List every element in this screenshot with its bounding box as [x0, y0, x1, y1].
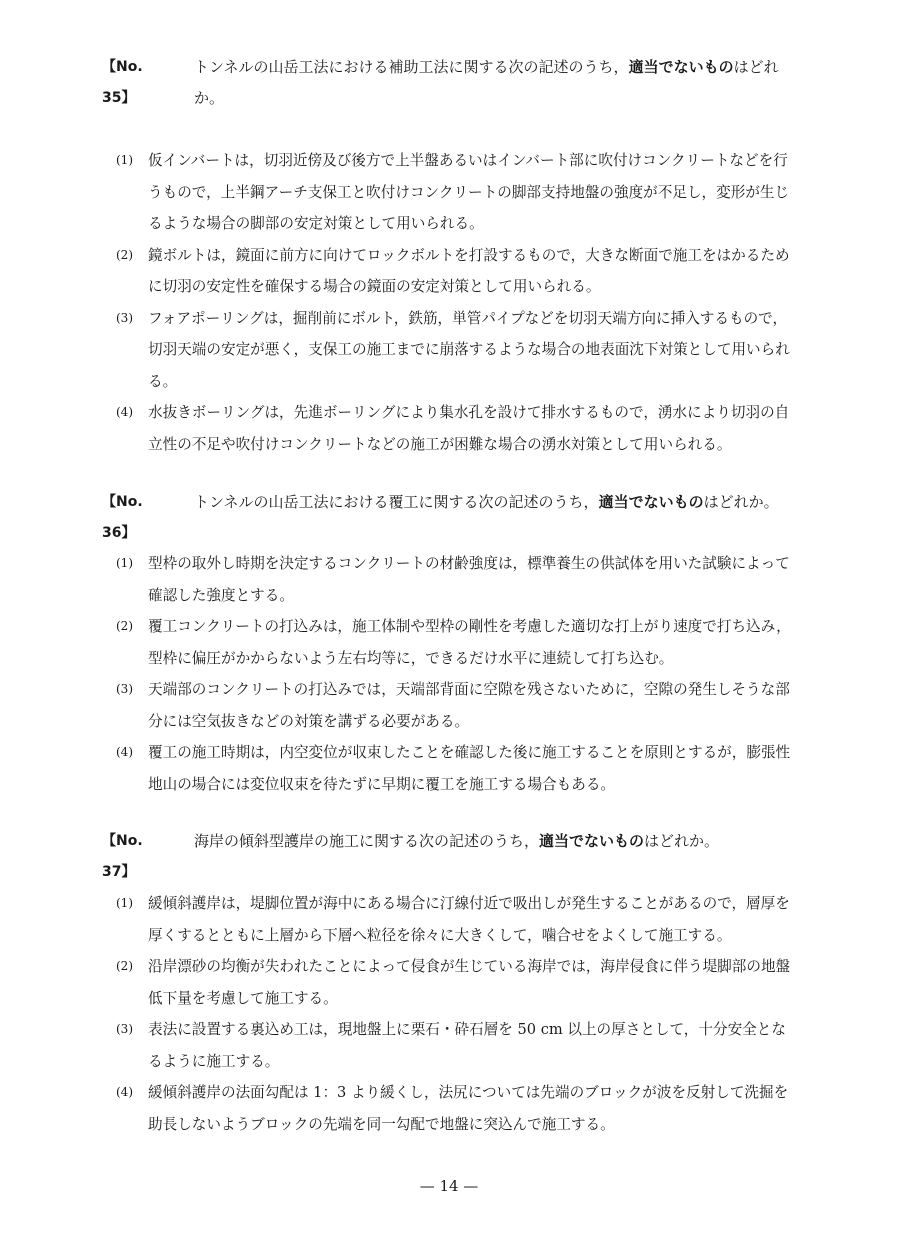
- option-number: (3): [116, 1022, 133, 1036]
- question-stem: 海岸の傾斜型護岸の施工に関する次の記述のうち，適当でないものはどれか。: [194, 832, 720, 850]
- option-number: (2): [116, 619, 133, 633]
- option-text: フォアポーリングは，掘削前にボルト，鉄筋，単管パイプなどを切羽天端方向に挿入するもので，切羽天端の安定が悪く，支保工の施工までに崩落するような場合の地表面沈下対策として用いられる。: [148, 309, 790, 390]
- question-header: [0, 487, 898, 541]
- option-number: (2): [116, 247, 133, 262]
- option-text: 緩傾斜護岸の法面勾配は 1：3 より緩くし，法尻については先端のブロックが波を反射して洗掘を助長しないようブロックの先端を同一勾配で地盤に突込んで施工する。: [148, 1084, 789, 1133]
- emphasis-text: 適当でないもの: [628, 58, 734, 76]
- option-number: (3): [116, 310, 133, 325]
- option-text: 覆工の施工時期は，内空変位が収束したことを確認した後に施工することを原則とするが，膨張性地山の場合には変位収束を待たずに早期に覆工を施工する場合もある。: [148, 744, 791, 793]
- option-text: 水抜きボーリングは，先進ボーリングにより集水孔を設けて排水するもので，湧水により切羽の自立性の不足や吹付けコンクリートなどの施工が困難な場合の湧水対策として用いられる。: [148, 404, 790, 453]
- question-36: [0, 487, 898, 793]
- option-list: [0, 145, 898, 460]
- page-number: — 14 —: [419, 1177, 479, 1195]
- option-2: [0, 611, 898, 674]
- question-stem: トンネルの山岳工法における補助工法に関する次の記述のうち，適当でないものはどれか。: [194, 58, 779, 107]
- option-text: 鏡ボルトは，鏡面に前方に向けてロックボルトを打設するもので，大きな断面で施工をはかるために切羽の安定性を確保する場合の鏡面の安定対策として用いられる。: [148, 246, 790, 295]
- question-number: 【No.35】: [102, 59, 143, 106]
- question-35: [0, 52, 898, 453]
- option-1: [0, 145, 898, 240]
- option-4: [0, 737, 898, 800]
- option-1: [0, 548, 898, 611]
- option-text: 覆工コンクリートの打込みは，施工体制や型枠の剛性を考慮した適切な打上がり速度で打ち込み，型枠に偏圧がかからないよう左右均等に，できるだけ水平に連続して打ち込む。: [148, 618, 791, 667]
- emphasis-text: 適当でないもの: [539, 832, 645, 850]
- option-number: (3): [116, 682, 133, 696]
- option-number: (1): [116, 153, 133, 167]
- option-number: (2): [116, 959, 133, 973]
- question-number: 【No.36】: [102, 494, 143, 541]
- question-stem: トンネルの山岳工法における覆工に関する次の記述のうち，適当でないものはどれか。: [194, 493, 779, 511]
- option-number: (1): [116, 556, 133, 570]
- option-3: [0, 303, 898, 398]
- question-header: [0, 826, 898, 880]
- option-number: (4): [116, 1085, 133, 1099]
- option-number: (4): [116, 745, 133, 759]
- option-text: 沿岸漂砂の均衡が失われたことによって侵食が生じている海岸では，海岸侵食に伴う堤脚部の地盤低下量を考慮して施工する。: [148, 958, 791, 1007]
- question-header: [0, 52, 898, 114]
- option-list: [0, 888, 898, 1140]
- option-3: [0, 1014, 898, 1077]
- option-3: [0, 674, 898, 737]
- question-37: [0, 826, 898, 1133]
- option-number: (4): [116, 405, 133, 419]
- option-4: [0, 397, 898, 460]
- option-list: [0, 548, 898, 800]
- question-number: 【No.37】: [102, 833, 143, 880]
- option-text: 緩傾斜護岸は，堤脚位置が海中にある場合に汀線付近で吸出しが発生することがあるので，層厚を厚くするとともに上層から下層へ粒径を徐々に大きくして，噛合せをよくして施工する。: [148, 895, 790, 944]
- option-4: [0, 1077, 898, 1140]
- option-2: [0, 951, 898, 1014]
- option-text: 表法に設置する裏込め工は，現地盤上に栗石・砕石層を 50 cm 以上の厚さとして，十分安全となるように施工する。: [148, 1021, 786, 1070]
- option-2: [0, 240, 898, 303]
- emphasis-text: 適当でないもの: [598, 493, 704, 511]
- option-number: (1): [116, 896, 133, 910]
- option-1: [0, 888, 898, 951]
- option-text: 天端部のコンクリートの打込みでは，天端部背面に空隙を残さないために，空隙の発生しそうな部分には空気抜きなどの対策を講ずる必要がある。: [148, 681, 790, 730]
- option-text: 型枠の取外し時期を決定するコンクリートの材齢強度は，標準養生の供試体を用いた試験によって確認した強度とする。: [148, 555, 790, 604]
- option-text: 仮インバートは，切羽近傍及び後方で上半盤あるいはインバート部に吹付けコンクリートなどを行うもので，上半鋼アーチ支保工と吹付けコンクリートの脚部支持地盤の強度が不足し，変形が生じるような場合の脚部の安定対策として用いられる。: [148, 152, 790, 232]
